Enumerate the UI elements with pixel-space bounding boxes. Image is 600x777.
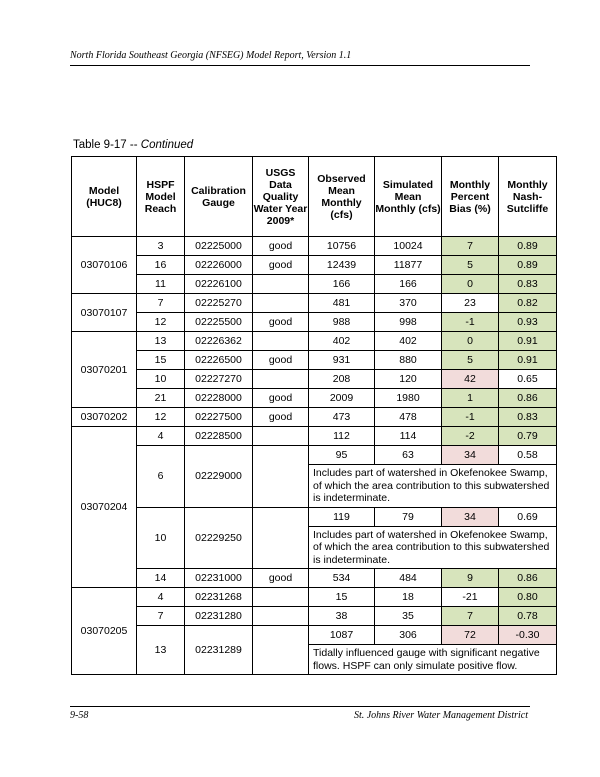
- model-cell: 03070201: [72, 332, 137, 408]
- reach-cell: 4: [137, 588, 185, 607]
- gauge-cell: 02226500: [185, 351, 253, 370]
- bias-cell: 7: [442, 237, 499, 256]
- model-cell: 03070107: [72, 294, 137, 332]
- simulated-cell: 478: [375, 408, 442, 427]
- gauge-cell: 02226362: [185, 332, 253, 351]
- quality-cell: good: [253, 237, 309, 256]
- gauge-cell: 02225500: [185, 313, 253, 332]
- quality-cell: good: [253, 408, 309, 427]
- nse-cell: 0.91: [499, 332, 557, 351]
- nse-cell: 0.83: [499, 408, 557, 427]
- quality-cell: [253, 507, 309, 569]
- table-row: [72, 256, 557, 275]
- quality-cell: good: [253, 351, 309, 370]
- observed-cell: 988: [309, 313, 375, 332]
- col-header-nse: Monthly Nash-Sutcliffe: [499, 157, 557, 237]
- bias-cell: 72: [442, 626, 499, 645]
- simulated-cell: 998: [375, 313, 442, 332]
- quality-cell: good: [253, 256, 309, 275]
- note-cell: Includes part of watershed in Okefenokee Swamp, of which the area contribution to this subwatershed is indeterminate.: [309, 465, 557, 508]
- simulated-cell: 166: [375, 275, 442, 294]
- bias-cell: -1: [442, 408, 499, 427]
- simulated-cell: 120: [375, 370, 442, 389]
- gauge-cell: 02226100: [185, 275, 253, 294]
- gauge-cell: 02227500: [185, 408, 253, 427]
- gauge-cell: 02229250: [185, 507, 253, 569]
- nse-cell: -0.30: [499, 626, 557, 645]
- running-header: North Florida Southeast Georgia (NFSEG) Model Report, Version 1.1: [70, 50, 352, 61]
- table-row: [72, 351, 557, 370]
- quality-cell: good: [253, 313, 309, 332]
- observed-cell: 473: [309, 408, 375, 427]
- model-cell: 03070202: [72, 408, 137, 427]
- quality-cell: [253, 332, 309, 351]
- reach-cell: 16: [137, 256, 185, 275]
- simulated-cell: 114: [375, 427, 442, 446]
- reach-cell: 7: [137, 607, 185, 626]
- nse-cell: 0.86: [499, 569, 557, 588]
- table-row: [72, 313, 557, 332]
- table-row: [72, 569, 557, 588]
- quality-cell: [253, 607, 309, 626]
- page-number: 9-58: [70, 710, 89, 721]
- reach-cell: 14: [137, 569, 185, 588]
- caption-label: Table 9-17 --: [73, 139, 138, 151]
- table-row: [72, 626, 557, 645]
- bias-cell: -1: [442, 313, 499, 332]
- reach-cell: 10: [137, 507, 185, 569]
- simulated-cell: 79: [375, 507, 442, 526]
- footer-rule: [70, 706, 530, 707]
- gauge-cell: 02226000: [185, 256, 253, 275]
- nse-cell: 0.89: [499, 237, 557, 256]
- gauge-cell: 02231280: [185, 607, 253, 626]
- bias-cell: 0: [442, 275, 499, 294]
- footer-org: St. Johns River Water Management District: [353, 710, 528, 721]
- header-rule: [70, 65, 530, 66]
- table-row: [72, 427, 557, 446]
- table-row: [72, 607, 557, 626]
- bias-cell: 34: [442, 507, 499, 526]
- observed-cell: 119: [309, 507, 375, 526]
- quality-cell: [253, 275, 309, 294]
- table-header-row: [72, 157, 557, 237]
- caption-suffix: Continued: [140, 139, 194, 151]
- note-cell: Includes part of watershed in Okefenokee Swamp, of which the area contribution to this subwatershed is indeterminate.: [309, 526, 557, 569]
- table-row: [72, 275, 557, 294]
- observed-cell: 95: [309, 446, 375, 465]
- table-row: [72, 370, 557, 389]
- reach-cell: 11: [137, 275, 185, 294]
- simulated-cell: 10024: [375, 237, 442, 256]
- reach-cell: 4: [137, 427, 185, 446]
- bias-cell: -21: [442, 588, 499, 607]
- nse-cell: 0.78: [499, 607, 557, 626]
- gauge-cell: 02228500: [185, 427, 253, 446]
- gauge-cell: 02225270: [185, 294, 253, 313]
- observed-cell: 208: [309, 370, 375, 389]
- bias-cell: 34: [442, 446, 499, 465]
- gauge-cell: 02228000: [185, 389, 253, 408]
- model-cell: 03070106: [72, 237, 137, 294]
- quality-cell: good: [253, 389, 309, 408]
- simulated-cell: 880: [375, 351, 442, 370]
- bias-cell: 9: [442, 569, 499, 588]
- simulated-cell: 402: [375, 332, 442, 351]
- table-row: [72, 588, 557, 607]
- model-cell: 03070204: [72, 427, 137, 588]
- reach-cell: 12: [137, 313, 185, 332]
- observed-cell: 1087: [309, 626, 375, 645]
- simulated-cell: 18: [375, 588, 442, 607]
- nse-cell: 0.89: [499, 256, 557, 275]
- reach-cell: 13: [137, 332, 185, 351]
- observed-cell: 481: [309, 294, 375, 313]
- observed-cell: 534: [309, 569, 375, 588]
- reach-cell: 3: [137, 237, 185, 256]
- reach-cell: 12: [137, 408, 185, 427]
- bias-cell: 23: [442, 294, 499, 313]
- observed-cell: 931: [309, 351, 375, 370]
- col-header-quality: USGS Data Quality Water Year 2009*: [253, 157, 309, 237]
- col-header-bias: Monthly Percent Bias (%): [442, 157, 499, 237]
- reach-cell: 21: [137, 389, 185, 408]
- nse-cell: 0.83: [499, 275, 557, 294]
- table-row: [72, 332, 557, 351]
- reach-cell: 6: [137, 446, 185, 508]
- gauge-cell: 02231000: [185, 569, 253, 588]
- observed-cell: 166: [309, 275, 375, 294]
- observed-cell: 112: [309, 427, 375, 446]
- observed-cell: 12439: [309, 256, 375, 275]
- simulated-cell: 11877: [375, 256, 442, 275]
- quality-cell: [253, 370, 309, 389]
- table-row: [72, 507, 557, 526]
- simulated-cell: 306: [375, 626, 442, 645]
- nse-cell: 0.80: [499, 588, 557, 607]
- gauge-cell: 02229000: [185, 446, 253, 508]
- reach-cell: 7: [137, 294, 185, 313]
- gauge-cell: 02225000: [185, 237, 253, 256]
- nse-cell: 0.79: [499, 427, 557, 446]
- nse-cell: 0.58: [499, 446, 557, 465]
- gauge-cell: 02231289: [185, 626, 253, 675]
- observed-cell: 38: [309, 607, 375, 626]
- nse-cell: 0.91: [499, 351, 557, 370]
- reach-cell: 15: [137, 351, 185, 370]
- reach-cell: 13: [137, 626, 185, 675]
- bias-cell: 42: [442, 370, 499, 389]
- model-cell: 03070205: [72, 588, 137, 675]
- observed-cell: 10756: [309, 237, 375, 256]
- observed-cell: 15: [309, 588, 375, 607]
- quality-cell: [253, 446, 309, 508]
- bias-cell: 1: [442, 389, 499, 408]
- simulated-cell: 35: [375, 607, 442, 626]
- col-header-reach: HSPF Model Reach: [137, 157, 185, 237]
- calibration-table: [71, 156, 557, 675]
- nse-cell: 0.86: [499, 389, 557, 408]
- gauge-cell: 02227270: [185, 370, 253, 389]
- table-row: [72, 237, 557, 256]
- bias-cell: 5: [442, 256, 499, 275]
- reach-cell: 10: [137, 370, 185, 389]
- nse-cell: 0.82: [499, 294, 557, 313]
- quality-cell: [253, 626, 309, 675]
- simulated-cell: 1980: [375, 389, 442, 408]
- col-header-observed: Observed Mean Monthly (cfs): [309, 157, 375, 237]
- bias-cell: 0: [442, 332, 499, 351]
- bias-cell: -2: [442, 427, 499, 446]
- observed-cell: 402: [309, 332, 375, 351]
- simulated-cell: 370: [375, 294, 442, 313]
- col-header-gauge: Calibration Gauge: [185, 157, 253, 237]
- table-row: [72, 408, 557, 427]
- col-header-simulated: Simulated Mean Monthly (cfs): [375, 157, 442, 237]
- observed-cell: 2009: [309, 389, 375, 408]
- table-caption: [73, 139, 193, 151]
- table-row: [72, 446, 557, 465]
- simulated-cell: 63: [375, 446, 442, 465]
- table-row: [72, 389, 557, 408]
- simulated-cell: 484: [375, 569, 442, 588]
- col-header-model: Model (HUC8): [72, 157, 137, 237]
- quality-cell: [253, 588, 309, 607]
- bias-cell: 5: [442, 351, 499, 370]
- table-row: [72, 294, 557, 313]
- gauge-cell: 02231268: [185, 588, 253, 607]
- quality-cell: [253, 427, 309, 446]
- nse-cell: 0.65: [499, 370, 557, 389]
- quality-cell: [253, 294, 309, 313]
- nse-cell: 0.93: [499, 313, 557, 332]
- quality-cell: good: [253, 569, 309, 588]
- nse-cell: 0.69: [499, 507, 557, 526]
- note-cell: Tidally influenced gauge with significant negative flows. HSPF can only simulate positive flow.: [309, 645, 557, 675]
- bias-cell: 7: [442, 607, 499, 626]
